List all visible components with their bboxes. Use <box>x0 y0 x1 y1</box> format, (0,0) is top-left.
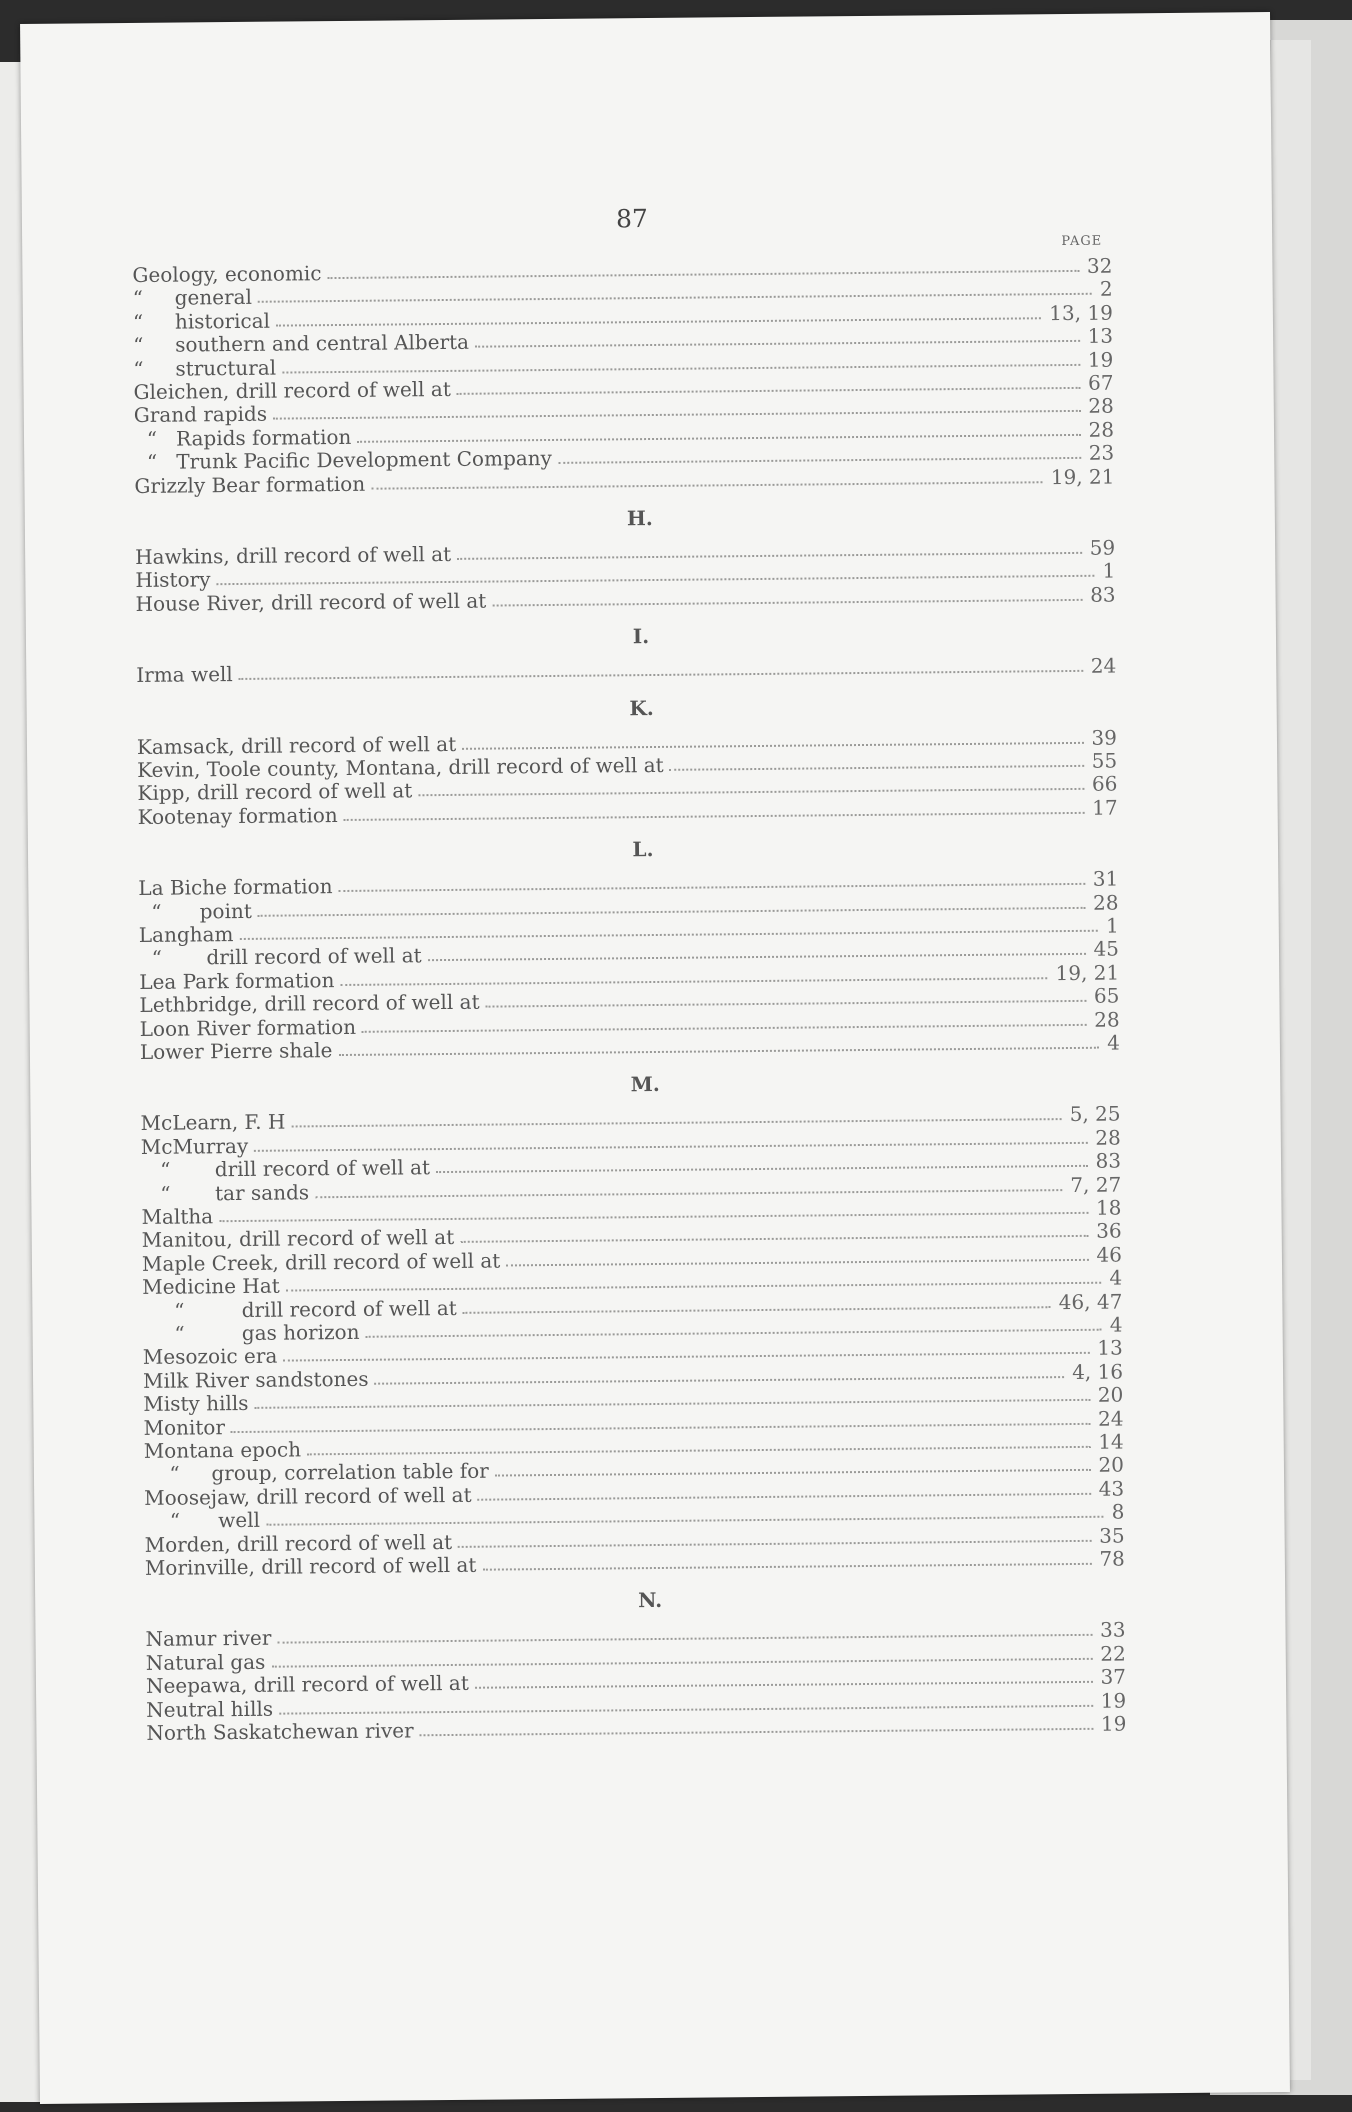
page-reference: 13 <box>1097 1335 1123 1361</box>
index-term: Grizzly Bear formation <box>134 471 366 498</box>
index-term: History <box>135 567 211 593</box>
page-reference: 23 <box>1088 440 1115 465</box>
dot-leader <box>428 953 1086 961</box>
page-reference: 46 <box>1096 1242 1123 1267</box>
index-term: “ general <box>132 285 253 311</box>
page-reference: 8 <box>1111 1499 1125 1524</box>
index-term: Maple Creek, drill record of well at <box>141 1248 501 1276</box>
page-reference: 1 <box>1105 913 1119 938</box>
index-term: “ Trunk Pacific Development Company <box>134 446 553 475</box>
index-term: “ well <box>144 1508 261 1534</box>
page-reference: 24 <box>1090 653 1117 678</box>
index-term: House River, drill record of well at <box>135 588 487 616</box>
index-term: Montana epoch <box>143 1437 302 1463</box>
dot-leader <box>238 670 1083 680</box>
index-term: “ Rapids formation <box>133 424 352 451</box>
page-reference: 19 <box>1087 347 1114 372</box>
page-reference: 83 <box>1090 582 1116 607</box>
dot-leader <box>419 1728 1093 1736</box>
dot-leader <box>462 741 1084 749</box>
dot-leader <box>436 1165 1088 1173</box>
section-heading: I. <box>632 624 650 649</box>
page-reference: 28 <box>1088 393 1114 419</box>
page-reference: 37 <box>1100 1664 1127 1689</box>
page-reference: 78 <box>1099 1546 1125 1571</box>
index-page <box>20 12 1290 2104</box>
dot-leader <box>458 1539 1092 1547</box>
page-reference: 18 <box>1095 1195 1122 1220</box>
index-term: Geology, economic <box>132 261 322 287</box>
index-term: Natural gas <box>145 1649 266 1675</box>
dot-leader <box>495 1469 1091 1477</box>
index-term: “ tar sands <box>141 1179 310 1206</box>
index-term: McMurray <box>140 1133 249 1159</box>
dot-leader <box>372 481 1043 489</box>
index-term: Kipp, drill record of well at <box>137 778 413 806</box>
page-reference: 19 <box>1100 1688 1127 1713</box>
dot-leader <box>477 1493 1091 1501</box>
dot-leader <box>462 1306 1050 1314</box>
page-reference: 28 <box>1094 1007 1120 1032</box>
index-term: Maltha <box>141 1204 214 1229</box>
page-reference: 35 <box>1099 1523 1125 1548</box>
index-term: Lower Pierre shale <box>139 1038 333 1064</box>
index-term: “ structural <box>133 355 277 381</box>
page-reference: 20 <box>1097 1382 1124 1407</box>
index-term: Moosejaw, drill record of well at <box>144 1482 472 1510</box>
page-reference: 19, 21 <box>1055 960 1120 985</box>
page-reference: 28 <box>1095 1125 1121 1150</box>
page-reference: 13 <box>1087 323 1114 349</box>
section-heading: M. <box>630 1072 660 1097</box>
page-number: 87 <box>615 204 648 234</box>
index-term: Grand rapids <box>133 402 268 428</box>
index-term: “ drill record of well at <box>138 943 422 971</box>
index-term: Manitou, drill record of well at <box>141 1225 455 1253</box>
dot-leader <box>493 599 1083 607</box>
index-term: Milk River sandstones <box>142 1366 369 1393</box>
page-reference: 14 <box>1098 1429 1124 1454</box>
page-reference: 46, 47 <box>1058 1289 1123 1314</box>
index-term: Morinville, drill record of well at <box>144 1552 477 1580</box>
index-term: Gleichen, drill record of well at <box>133 376 451 404</box>
page-reference: 13, 19 <box>1049 300 1113 325</box>
page-reference: 28 <box>1088 417 1115 442</box>
page-reference: 39 <box>1091 725 1118 750</box>
index-term: Kevin, Toole county, Montana, drill record of well at <box>137 752 664 782</box>
dot-leader <box>339 1047 1099 1056</box>
page-reference: 45 <box>1093 936 1120 962</box>
dot-leader <box>483 1563 1092 1571</box>
index-term: La Biche formation <box>138 874 333 901</box>
dot-leader <box>418 788 1084 796</box>
page-reference: 19, 21 <box>1050 464 1115 489</box>
page-reference: 24 <box>1097 1406 1124 1431</box>
index-term: “ gas horizon <box>142 1319 360 1346</box>
index-term: Morden, drill record of well at <box>144 1529 453 1557</box>
page-reference: 59 <box>1089 535 1116 560</box>
index-entry <box>136 654 1116 687</box>
index-term: “ southern and central Alberta <box>133 329 470 358</box>
dot-leader <box>344 812 1085 821</box>
section-heading: L. <box>632 837 654 862</box>
page-reference: 19 <box>1100 1711 1127 1736</box>
index-term: “ historical <box>132 308 271 334</box>
dot-leader <box>475 1681 1093 1689</box>
page-reference: 66 <box>1091 771 1118 797</box>
index-term: North Saskatchewan river <box>146 1718 414 1745</box>
index-term: “ drill record of well at <box>142 1295 457 1323</box>
dot-leader <box>485 1000 1086 1008</box>
index-term: Kamsack, drill record of well at <box>136 731 457 759</box>
dot-leader <box>457 387 1081 395</box>
dot-leader <box>457 552 1082 560</box>
page-reference: 2 <box>1099 276 1113 302</box>
index-term: McLearn, F. H <box>140 1109 286 1136</box>
index-term: Namur river <box>145 1626 272 1652</box>
page-reference: 5, 25 <box>1069 1101 1121 1127</box>
page-column-label: PAGE <box>1061 233 1103 250</box>
index-term: Lethbridge, drill record of well at <box>139 989 480 1018</box>
index-term: Neutral hills <box>146 1696 274 1722</box>
page-reference: 65 <box>1093 983 1120 1008</box>
page-reference: 4 <box>1109 1265 1123 1290</box>
dot-leader <box>374 1376 1064 1385</box>
dot-leader <box>461 1235 1089 1243</box>
page-reference: 17 <box>1092 795 1118 820</box>
page-reference: 43 <box>1098 1476 1125 1501</box>
page-reference: 67 <box>1087 370 1114 395</box>
page-reference: 36 <box>1096 1218 1122 1244</box>
index-term: “ drill record of well at <box>140 1155 431 1183</box>
section-heading: N. <box>638 1588 663 1613</box>
index-term: “ point <box>138 898 252 924</box>
page-reference: 4, 16 <box>1072 1359 1124 1384</box>
index-term: “ group, correlation table for <box>143 1459 489 1487</box>
page-reference: 31 <box>1092 866 1119 891</box>
page-reference: 20 <box>1098 1452 1125 1478</box>
page-reference: 4 <box>1109 1312 1123 1337</box>
index-term: Mesozoic era <box>142 1344 278 1370</box>
index-term: Irma well <box>136 662 233 688</box>
index-term: Kootenay formation <box>137 802 338 829</box>
section-heading: K. <box>629 695 654 720</box>
index-term: Misty hills <box>143 1391 249 1417</box>
page-reference: 7, 27 <box>1070 1172 1122 1197</box>
dot-leader <box>475 340 1080 348</box>
page-reference: 55 <box>1091 748 1118 773</box>
page-reference: 4 <box>1107 1030 1120 1055</box>
page-reference: 33 <box>1099 1617 1126 1643</box>
page-reference: 1 <box>1102 558 1116 584</box>
page-reference: 32 <box>1086 253 1113 278</box>
index-term: Lea Park formation <box>139 967 335 994</box>
index-term: Langham <box>138 922 234 947</box>
index-term: Loon River formation <box>139 1014 357 1041</box>
index-term: Monitor <box>143 1414 226 1440</box>
index-term: Hawkins, drill record of well at <box>135 541 452 569</box>
page-reference: 28 <box>1092 890 1119 915</box>
index-term: Neepawa, drill record of well at <box>145 1671 469 1699</box>
page-reference: 22 <box>1100 1641 1126 1666</box>
section-heading: H. <box>626 505 653 531</box>
index-term: Medicine Hat <box>142 1273 280 1300</box>
page-reference: 83 <box>1095 1148 1122 1173</box>
